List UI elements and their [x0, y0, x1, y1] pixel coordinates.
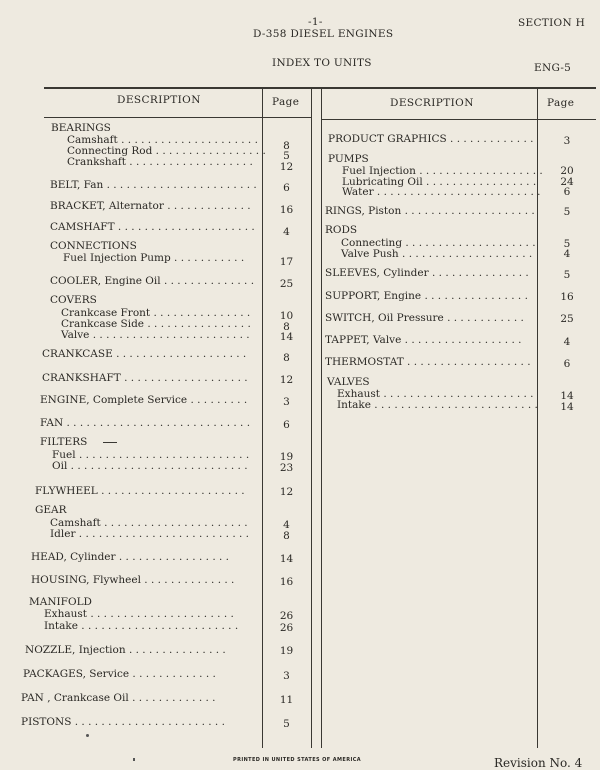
index-entry: CONNECTIONS	[50, 240, 137, 252]
page-number-cell: 14	[279, 553, 294, 565]
page-number-cell: 4	[563, 336, 571, 348]
index-entry: Intake . . . . . . . . . . . . . . . . . . . . . . . . .	[337, 399, 538, 411]
page-number-cell: 24	[560, 176, 574, 188]
page-number-cell: 19	[279, 451, 294, 463]
page-number-cell: 3	[563, 135, 571, 147]
page-number-cell: 26	[279, 610, 294, 622]
index-entry: ENGINE, Complete Service . . . . . . . . .	[40, 394, 248, 406]
page-number-cell: 25	[560, 313, 574, 325]
page-number-cell: 12	[279, 161, 294, 173]
page-number-cell: 25	[279, 278, 294, 290]
center-divider-a	[311, 88, 312, 748]
index-entry: PACKAGES, Service . . . . . . . . . . . . .	[23, 668, 216, 680]
index-entry: RODS	[325, 224, 358, 236]
page-number-cell: 12	[279, 486, 294, 498]
page-number-cell: 6	[283, 182, 290, 194]
index-entry: Crankcase Side . . . . . . . . . . . . . . . .	[61, 318, 251, 330]
page-number-cell: 6	[283, 419, 290, 431]
index-entry: NOZZLE, Injection . . . . . . . . . . . . . . .	[25, 644, 226, 656]
center-divider-b	[321, 88, 322, 748]
left-header-rule	[44, 117, 312, 118]
filters-dash-mark	[103, 442, 117, 443]
index-entry: SUPPORT, Engine . . . . . . . . . . . . . . . .	[325, 290, 528, 302]
index-entry: CRANKCASE . . . . . . . . . . . . . . . . . . . .	[42, 348, 247, 360]
index-entry: Fuel Injection . . . . . . . . . . . . . . . . . . .	[342, 165, 543, 177]
index-entry: Oil . . . . . . . . . . . . . . . . . . . . . . . . . . .	[52, 460, 248, 472]
left-page-heading: Page	[272, 96, 300, 108]
index-entry: Connecting Rod . . . . . . . . . . . . . . . . .	[67, 145, 266, 157]
page-number-cell: 4	[283, 519, 290, 531]
page-number-cell: 17	[279, 256, 294, 268]
index-entry: Lubricating Oil . . . . . . . . . . . . . . . . .	[342, 176, 537, 188]
index-entry: MANIFOLD	[29, 596, 92, 608]
page-number-cell: 16	[279, 204, 294, 216]
index-entry: SWITCH, Oil Pressure . . . . . . . . . . . .	[325, 312, 524, 324]
page-number-cell: 14	[560, 401, 574, 413]
index-entry: VALVES	[327, 376, 370, 388]
index-entry: Crankshaft . . . . . . . . . . . . . . . . . . .	[67, 156, 253, 168]
index-entry: Water . . . . . . . . . . . . . . . . . . . . . . . . .	[342, 186, 541, 198]
revision-label: Revision No. 4	[494, 756, 583, 770]
index-entry: Connecting . . . . . . . . . . . . . . . . . . . .	[341, 237, 536, 249]
index-entry: HOUSING, Flywheel . . . . . . . . . . . . . .	[31, 574, 235, 586]
index-entry: COVERS	[50, 294, 97, 306]
page-number-cell: 11	[279, 694, 294, 706]
index-entry: PRODUCT GRAPHICS . . . . . . . . . . . . .	[328, 133, 534, 145]
page-number-cell: 8	[283, 321, 290, 333]
page-number-cell: 5	[563, 206, 571, 218]
page-number-cell: 14	[560, 390, 574, 402]
page-number-cell: 5	[283, 718, 290, 730]
index-entry: FLYWHEEL . . . . . . . . . . . . . . . . . . . . . .	[35, 485, 245, 497]
index-entry: RINGS, Piston . . . . . . . . . . . . . . . . . . . .	[325, 205, 535, 217]
index-entry: TAPPET, Valve . . . . . . . . . . . . . . . . . .	[325, 334, 522, 346]
table-top-rule	[44, 87, 596, 89]
page-number: -1-	[308, 16, 323, 28]
engine-title: D-358 DIESEL ENGINES	[253, 28, 394, 40]
index-entry: FAN . . . . . . . . . . . . . . . . . . . . . . . . . . . .	[40, 417, 251, 429]
index-entry: Valve Push . . . . . . . . . . . . . . . . . . . .	[341, 248, 533, 260]
page-number-cell: 5	[563, 238, 571, 250]
right-description-heading: DESCRIPTION	[390, 97, 474, 109]
index-entry: BRACKET, Alternator . . . . . . . . . . . . .	[50, 200, 251, 212]
page-number-cell: 14	[279, 331, 294, 343]
document-code: ENG-5	[534, 62, 572, 74]
page-number-cell: 6	[563, 186, 571, 198]
index-entry: CRANKSHAFT . . . . . . . . . . . . . . . . . . .	[42, 372, 248, 384]
index-entry: GEAR	[35, 504, 67, 516]
printed-notice: PRINTED IN UNITED STATES OF AMERICA	[233, 757, 362, 763]
index-title: INDEX TO UNITS	[272, 57, 372, 69]
page-number-cell: 5	[563, 269, 571, 281]
page-number-cell: 20	[560, 165, 574, 177]
page-number-cell: 8	[283, 530, 290, 542]
index-entry: Exhaust . . . . . . . . . . . . . . . . . . . . . . .	[337, 388, 534, 400]
page-number-cell: 16	[560, 291, 574, 303]
page-number-cell: 26	[279, 622, 294, 634]
page-number-cell: 12	[279, 374, 294, 386]
index-entry: Exhaust . . . . . . . . . . . . . . . . . . . . . .	[44, 608, 234, 620]
section-label: SECTION H	[518, 17, 586, 29]
left-description-heading: DESCRIPTION	[117, 94, 201, 106]
page-number-cell: 8	[283, 140, 290, 152]
index-entry: THERMOSTAT . . . . . . . . . . . . . . . . . . .	[325, 356, 531, 368]
index-entry: Fuel Injection Pump . . . . . . . . . . .	[63, 252, 245, 264]
index-entry: PUMPS	[328, 153, 369, 165]
index-entry: HEAD, Cylinder . . . . . . . . . . . . . . . . .	[31, 551, 230, 563]
page-number-cell: 3	[283, 396, 290, 408]
right-header-rule	[322, 119, 596, 120]
stray-ink-dot	[86, 734, 89, 737]
page-number-cell: 4	[563, 248, 571, 260]
page-number-cell: 3	[283, 670, 290, 682]
index-entry: Fuel . . . . . . . . . . . . . . . . . . . . . . . . . .	[52, 449, 250, 461]
page-number-cell: 6	[563, 358, 571, 370]
right-page-heading: Page	[547, 97, 575, 109]
index-entry: Idler . . . . . . . . . . . . . . . . . . . . . . . . . .	[50, 528, 250, 540]
index-entry: PAN , Crankcase Oil . . . . . . . . . . . . .	[21, 692, 216, 704]
index-entry: Camshaft . . . . . . . . . . . . . . . . . . . . .	[67, 134, 258, 146]
index-entry: BEARINGS	[51, 122, 111, 134]
index-entry: SLEEVES, Cylinder . . . . . . . . . . . . . . .	[325, 267, 529, 279]
page-number-cell: 5	[283, 150, 290, 162]
stray-ink-mark	[133, 758, 135, 761]
index-entry: PISTONS . . . . . . . . . . . . . . . . . . . . . . .	[21, 716, 225, 728]
page-number-cell: 16	[279, 576, 294, 588]
index-entry: COOLER, Engine Oil . . . . . . . . . . . . . .	[50, 275, 255, 287]
page-number-cell: 8	[283, 352, 290, 364]
index-entry: Crankcase Front . . . . . . . . . . . . . . .	[61, 307, 251, 319]
index-entry: BELT, Fan . . . . . . . . . . . . . . . . . . . . . . .	[50, 179, 257, 191]
index-entry: Valve . . . . . . . . . . . . . . . . . . . . . . . .	[61, 329, 250, 341]
page-number-cell: 10	[279, 310, 294, 322]
page-number-cell: 23	[279, 462, 294, 474]
index-entry: CAMSHAFT . . . . . . . . . . . . . . . . . . . . .	[50, 221, 255, 233]
index-entry: Camshaft . . . . . . . . . . . . . . . . . . . . . .	[50, 517, 248, 529]
index-entry: FILTERS	[40, 436, 88, 448]
index-entry: Intake . . . . . . . . . . . . . . . . . . . . . . . .	[44, 620, 239, 632]
page-number-cell: 4	[283, 226, 290, 238]
page-number-cell: 19	[279, 645, 294, 657]
